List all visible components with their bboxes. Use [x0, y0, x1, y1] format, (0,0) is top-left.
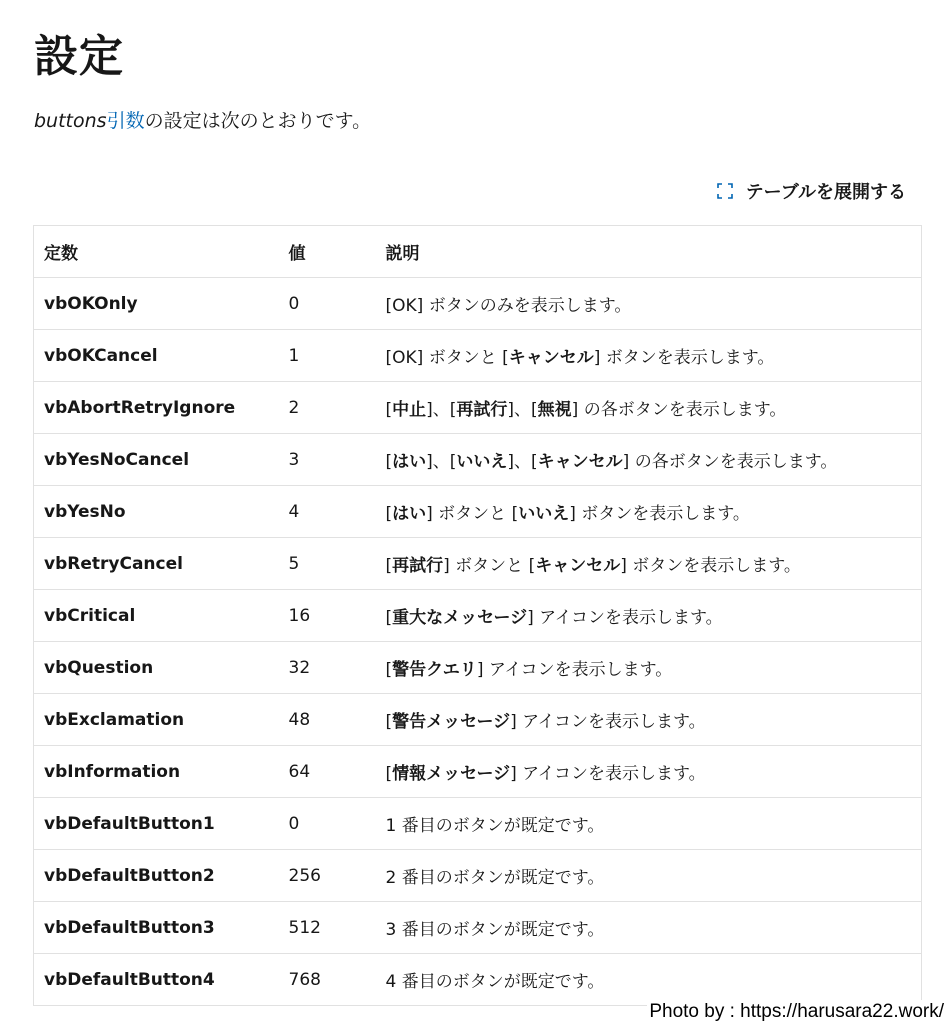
table-row — [34, 486, 922, 538]
constant-name: vbDefaultButton2 — [34, 850, 279, 902]
description-text: [ — [385, 660, 393, 680]
intro-text — [34, 106, 371, 133]
description-emphasis: キャンセル — [508, 348, 594, 368]
description-text: [ — [385, 452, 393, 472]
description-emphasis: キャンセル — [537, 452, 623, 472]
constant-name: vbDefaultButton4 — [34, 954, 279, 1006]
description-emphasis: 再試行 — [456, 400, 508, 420]
expand-table-button[interactable] — [716, 178, 906, 204]
constant-description — [376, 954, 922, 1006]
description-text: [ — [385, 556, 393, 576]
description-text: ]、[ — [426, 400, 457, 420]
description-text: ] ボタンを表示します。 — [569, 504, 750, 524]
constant-value: 64 — [279, 746, 376, 798]
constant-value: 1 — [279, 330, 376, 382]
description-text: 4 番目のボタンが既定です。 — [385, 972, 605, 992]
constant-description — [376, 434, 922, 486]
constant-value: 4 — [279, 486, 376, 538]
table-row — [34, 954, 922, 1006]
header-constant: 定数 — [34, 226, 279, 278]
constant-description — [376, 798, 922, 850]
expand-table-label: テーブルを展開する — [745, 182, 906, 203]
table-row — [34, 902, 922, 954]
table-row — [34, 642, 922, 694]
intro-rest: の設定は次のとおりです。 — [144, 110, 372, 132]
description-text: [ — [385, 296, 393, 316]
constant-value: 5 — [279, 538, 376, 590]
description-text: [ — [385, 504, 393, 524]
constant-description — [376, 538, 922, 590]
description-emphasis: いいえ — [518, 504, 570, 524]
description-text: ] ボタンのみを表示します。 — [416, 296, 632, 316]
constant-name: vbInformation — [34, 746, 279, 798]
description-emphasis: はい — [392, 504, 427, 524]
description-text: 2 番目のボタンが既定です。 — [385, 868, 605, 888]
description-text: [ — [385, 764, 393, 784]
table-row — [34, 434, 922, 486]
description-text: 1 番目のボタンが既定です。 — [385, 816, 605, 836]
constant-name: vbOKCancel — [34, 330, 279, 382]
constant-value: 256 — [279, 850, 376, 902]
description-text: [ — [385, 400, 393, 420]
table-row — [34, 278, 922, 330]
description-text: ]、[ — [426, 452, 457, 472]
description-text: ]、[ — [507, 400, 538, 420]
table-row — [34, 850, 922, 902]
constant-value: 0 — [279, 278, 376, 330]
constant-value: 512 — [279, 902, 376, 954]
constant-description — [376, 330, 922, 382]
description-text: ] ボタンと [ — [426, 504, 519, 524]
description-text: [ — [385, 712, 393, 732]
constant-value: 2 — [279, 382, 376, 434]
description-text: ]、[ — [507, 452, 538, 472]
photo-credit: Photo by : https://harusara22.work/ — [649, 1001, 944, 1022]
description-text: ] ボタンと [ — [443, 556, 536, 576]
table-row — [34, 330, 922, 382]
table-header-row — [34, 226, 922, 278]
constant-name: vbExclamation — [34, 694, 279, 746]
constant-description — [376, 590, 922, 642]
intro-buttons-term: buttons — [34, 110, 107, 132]
constant-description — [376, 746, 922, 798]
description-text: ] アイコンを表示します。 — [510, 764, 706, 784]
constant-description — [376, 850, 922, 902]
description-text: ] アイコンを表示します。 — [476, 660, 673, 680]
constant-name: vbAbortRetryIgnore — [34, 382, 279, 434]
description-emphasis: 警告メッセージ — [392, 712, 511, 732]
constant-description — [376, 486, 922, 538]
constant-name: vbCritical — [34, 590, 279, 642]
description-emphasis: いいえ — [456, 452, 508, 472]
description-emphasis: 再試行 — [392, 556, 444, 576]
header-value: 値 — [279, 226, 376, 278]
table-row — [34, 382, 922, 434]
description-text: [ — [385, 348, 393, 368]
constant-value: 3 — [279, 434, 376, 486]
constant-name: vbOKOnly — [34, 278, 279, 330]
description-text: [ — [385, 608, 393, 628]
description-text: ] ボタンと [ — [416, 348, 509, 368]
constant-name: vbDefaultButton1 — [34, 798, 279, 850]
description-text: ] の各ボタンを表示します。 — [571, 400, 787, 420]
buttons-table — [33, 225, 922, 1006]
description-text: OK — [392, 348, 417, 368]
description-emphasis: 警告クエリ — [392, 660, 477, 680]
description-text: ] ボタンを表示します。 — [620, 556, 801, 576]
constant-description — [376, 642, 922, 694]
expand-icon — [716, 182, 734, 200]
constant-name: vbDefaultButton3 — [34, 902, 279, 954]
constant-value: 0 — [279, 798, 376, 850]
description-text: OK — [392, 296, 417, 316]
constant-name: vbQuestion — [34, 642, 279, 694]
description-text: ] アイコンを表示します。 — [527, 608, 723, 628]
constant-value: 16 — [279, 590, 376, 642]
header-description: 説明 — [376, 226, 922, 278]
constant-description — [376, 694, 922, 746]
description-emphasis: はい — [392, 452, 427, 472]
constant-description — [376, 278, 922, 330]
constant-value: 48 — [279, 694, 376, 746]
description-text: ] の各ボタンを表示します。 — [622, 452, 838, 472]
constant-name: vbYesNoCancel — [34, 434, 279, 486]
description-text: ] アイコンを表示します。 — [510, 712, 706, 732]
table-row — [34, 798, 922, 850]
description-text: ] ボタンを表示します。 — [593, 348, 775, 368]
table-row — [34, 590, 922, 642]
table-row — [34, 538, 922, 590]
table-row — [34, 746, 922, 798]
description-text: 3 番目のボタンが既定です。 — [385, 920, 605, 940]
constant-value: 32 — [279, 642, 376, 694]
constant-description — [376, 902, 922, 954]
table-row — [34, 694, 922, 746]
page-title: 設定 — [34, 31, 124, 82]
constant-description — [376, 382, 922, 434]
constant-name: vbRetryCancel — [34, 538, 279, 590]
description-emphasis: 情報メッセージ — [392, 764, 511, 784]
argument-link[interactable]: 引数 — [106, 110, 145, 132]
description-emphasis: 中止 — [392, 400, 427, 420]
description-emphasis: 重大なメッセージ — [392, 608, 528, 628]
constant-value: 768 — [279, 954, 376, 1006]
constant-name: vbYesNo — [34, 486, 279, 538]
description-emphasis: 無視 — [537, 400, 572, 420]
description-emphasis: キャンセル — [535, 556, 621, 576]
